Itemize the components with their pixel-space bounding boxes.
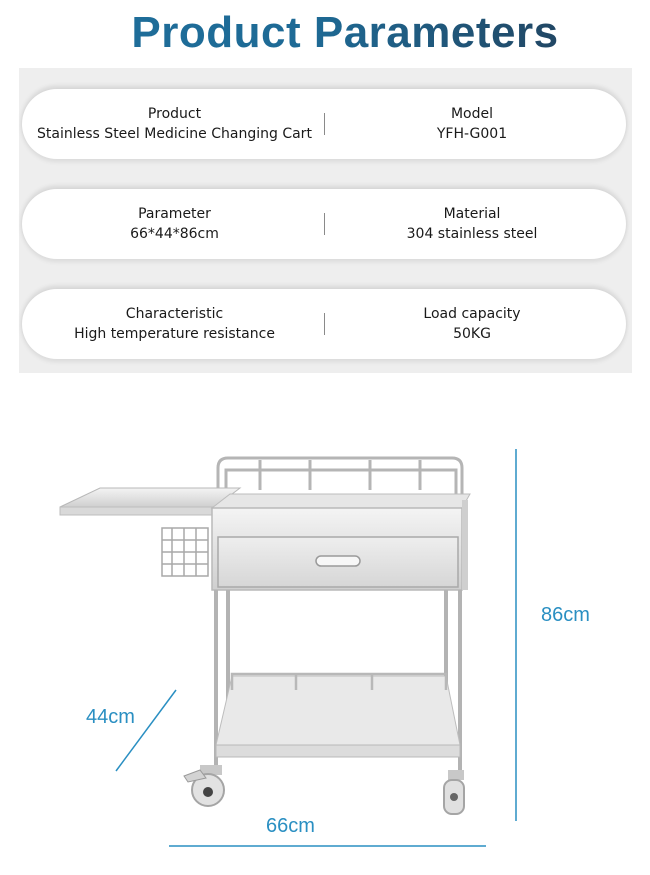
page-title: Product Parameters: [0, 8, 650, 58]
drawer-handle: [316, 556, 360, 566]
parameters-table: [19, 68, 632, 373]
parameter-cell: [327, 289, 617, 359]
parameter-value: 66*44*86cm: [130, 226, 219, 242]
parameter-cell: [22, 89, 327, 159]
parameter-label: Characteristic: [125, 306, 224, 322]
parameter-value: High temperature resistance: [74, 326, 275, 342]
parameter-cell: [327, 89, 617, 159]
parameter-row: [22, 89, 626, 159]
parameter-cell: [22, 289, 327, 359]
cart-illustration: [0, 420, 650, 875]
parameter-row: [22, 189, 626, 259]
parameter-label: Load capacity: [423, 306, 521, 322]
parameter-row: [22, 289, 626, 359]
row-divider: [324, 113, 325, 135]
row-divider: [324, 313, 325, 335]
depth-dimension-label: 44cm: [86, 706, 135, 728]
parameter-label: Parameter: [138, 206, 211, 222]
parameter-label: Model: [450, 106, 494, 122]
row-divider: [324, 213, 325, 235]
drawer: [218, 537, 458, 587]
height-dimension-label: 86cm: [541, 604, 590, 626]
caster-wheels: [184, 765, 464, 814]
parameter-label: Material: [443, 206, 501, 222]
wire-basket: [162, 528, 208, 576]
parameter-value: 304 stainless steel: [406, 226, 538, 242]
parameter-value: 50KG: [453, 326, 491, 342]
parameter-value: YFH-G001: [436, 126, 508, 142]
parameter-cell: [22, 189, 327, 259]
bottom-shelf: [216, 674, 460, 757]
top-shelf: [212, 494, 470, 508]
parameter-label: Product: [147, 106, 202, 122]
width-dimension-label: 66cm: [266, 815, 315, 837]
parameter-cell: [327, 189, 617, 259]
parameter-value: Stainless Steel Medicine Changing Cart: [37, 126, 312, 142]
